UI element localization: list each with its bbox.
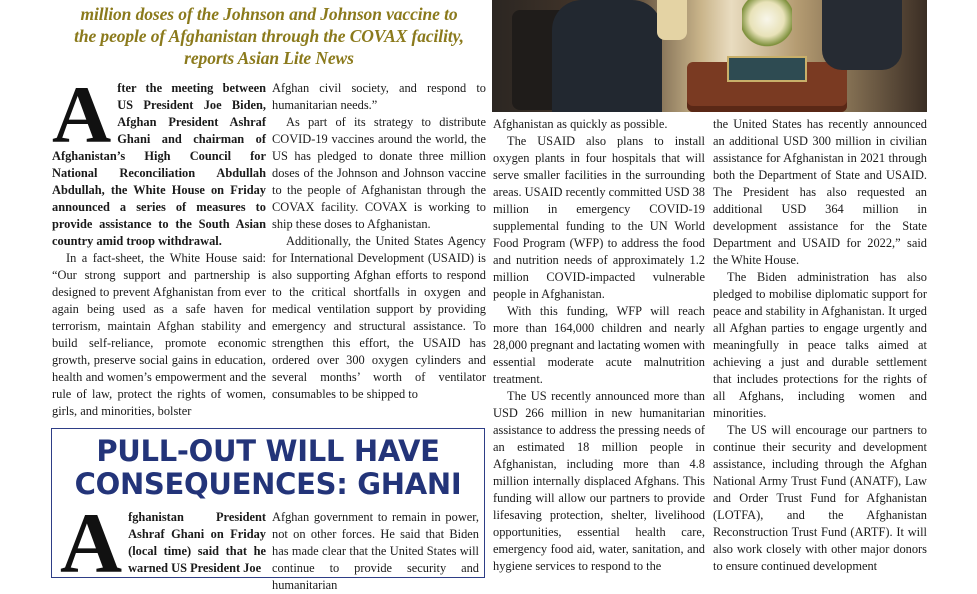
paragraph: Additionally, the United States Agency for International Development (USAID) is also supporting Afghan efforts to respond to the critical shortfalls in oxygen and medical ventilation support by providing emergency and structural assistance. To strengthen this effort, the USAID has ordered over 300 oxygen cylinders and several months’ worth of ventilator consumables to be shipped to (272, 234, 486, 401)
drop-cap: A (60, 495, 123, 591)
article-deck (44, 3, 494, 69)
paragraph: With this funding, WFP will reach more than 164,000 children and nearly 28,000 pregnant and lactating women with essential moderate acute malnutrition treatment. (493, 304, 705, 386)
paragraph: Afghanistan as quickly as possible. (493, 117, 668, 131)
article-column-3 (493, 116, 705, 575)
sidebar-column-1 (60, 495, 266, 591)
lead-paragraph: fter the meeting between US President Joe Biden, Afghan President Ashraf Ghani and chairman of Afghanistan’s High Council for National Reconciliation Abdullah Abdullah, the White House on Friday announced a series of measures to provide assistance to the South Asian country amid troop withdrawal. (52, 81, 266, 248)
deck-line-3: reports Asian Lite News (184, 48, 354, 68)
sidebar-headline (52, 435, 484, 501)
deck-line-2: the people of Afghanistan through the COVAX facility, (74, 26, 464, 46)
paragraph: the United States has recently announced an additional USD 300 million in civilian assistance for Afghanistan in 2021 through both the Department of State and USAID. The President has also requested an additional USD 364 million in development assistance for the State Department and USAID for 2022,” said the White House. (713, 117, 927, 267)
article-column-4 (713, 116, 927, 575)
deck-line-1: million doses of the Johnson and Johnson vaccine to (80, 4, 458, 24)
sidebar-headline-line-1: PULL-OUT WILL HAVE (96, 434, 440, 468)
sidebar-story-box (51, 428, 485, 592)
meeting-photo (492, 0, 927, 112)
lead-paragraph: fghanistan President Ashraf Ghani on Friday (local time) said that he warned US President Joe (128, 510, 266, 575)
paragraph: The USAID also plans to install oxygen plants in four hospitals that will serve smaller facilities in the surrounding areas. USAID recently committed USD 38 million in emergency COVID-19 supplemental funding to the UN World Food Program (WFP) to address the food and nutrition needs of approximately 1.2 million COVID-impacted vulnerable people in Afghanistan. (493, 134, 705, 301)
article-column-2 (272, 80, 486, 403)
paragraph: Afghan government to remain in power, not on other forces. He said that Biden has made clear that the United States will continue to provide security and humanitarian (272, 510, 479, 592)
paragraph: The US recently announced more than USD 266 million in new humanitarian assistance to address the pressing needs of an estimated 18 million people in Afghanistan, including more than 4.8 million internally displaced Afghans. This funding will allow our partners to provide lifesaving protection, shelter, livelihood opportunities, essential health care, emergency food aid, water, sanitation, and hygiene services to respond to the (493, 389, 705, 573)
paragraph: The US will encourage our partners to continue their security and development assistance, including through the Afghan National Army Trust Fund (ANATF), Law and Order Trust Fund for Afghanistan (LOTFA), and the Afghanistan Reconstruction Trust Fund (ARTF). It will also work closely with other major donors to ensure continued development (713, 423, 927, 573)
article-column-1 (52, 69, 266, 420)
paragraph: In a fact-sheet, the White House said: “Our strong support and partnership is designed to prevent Afghanistan from ever again being used as a safe haven for terrorism, maintain Afghan stability and build self-reliance, promote economic growth, preserve social gains in education, health and women’s empowerment and the rule of law, protect the rights of women, girls, and minorities, bolster (52, 251, 266, 418)
paragraph: Afghan civil society, and respond to humanitarian needs.” (272, 81, 486, 112)
sidebar-column-2 (272, 509, 479, 594)
paragraph: As part of its strategy to distribute COVID-19 vaccines around the world, the US has pledged to donate three million doses of the Johnson and Johnson vaccine to the people of Afghanistan through the COVAX facility. COVAX is working to ship these doses to Afghanistan. (272, 115, 486, 231)
sidebar-headline-line-2: CONSEQUENCES: GHANI (74, 467, 462, 501)
paragraph: The Biden administration has also pledged to mobilise diplomatic support for peace and stability in Afghanistan. It urged all Afghan parties to engage urgently and meaningfully in peace talks aimed at achieving a just and durable settlement that includes protections for the rights of all Afghans, including women and minorities. (713, 270, 927, 420)
drop-cap: A (52, 69, 112, 160)
